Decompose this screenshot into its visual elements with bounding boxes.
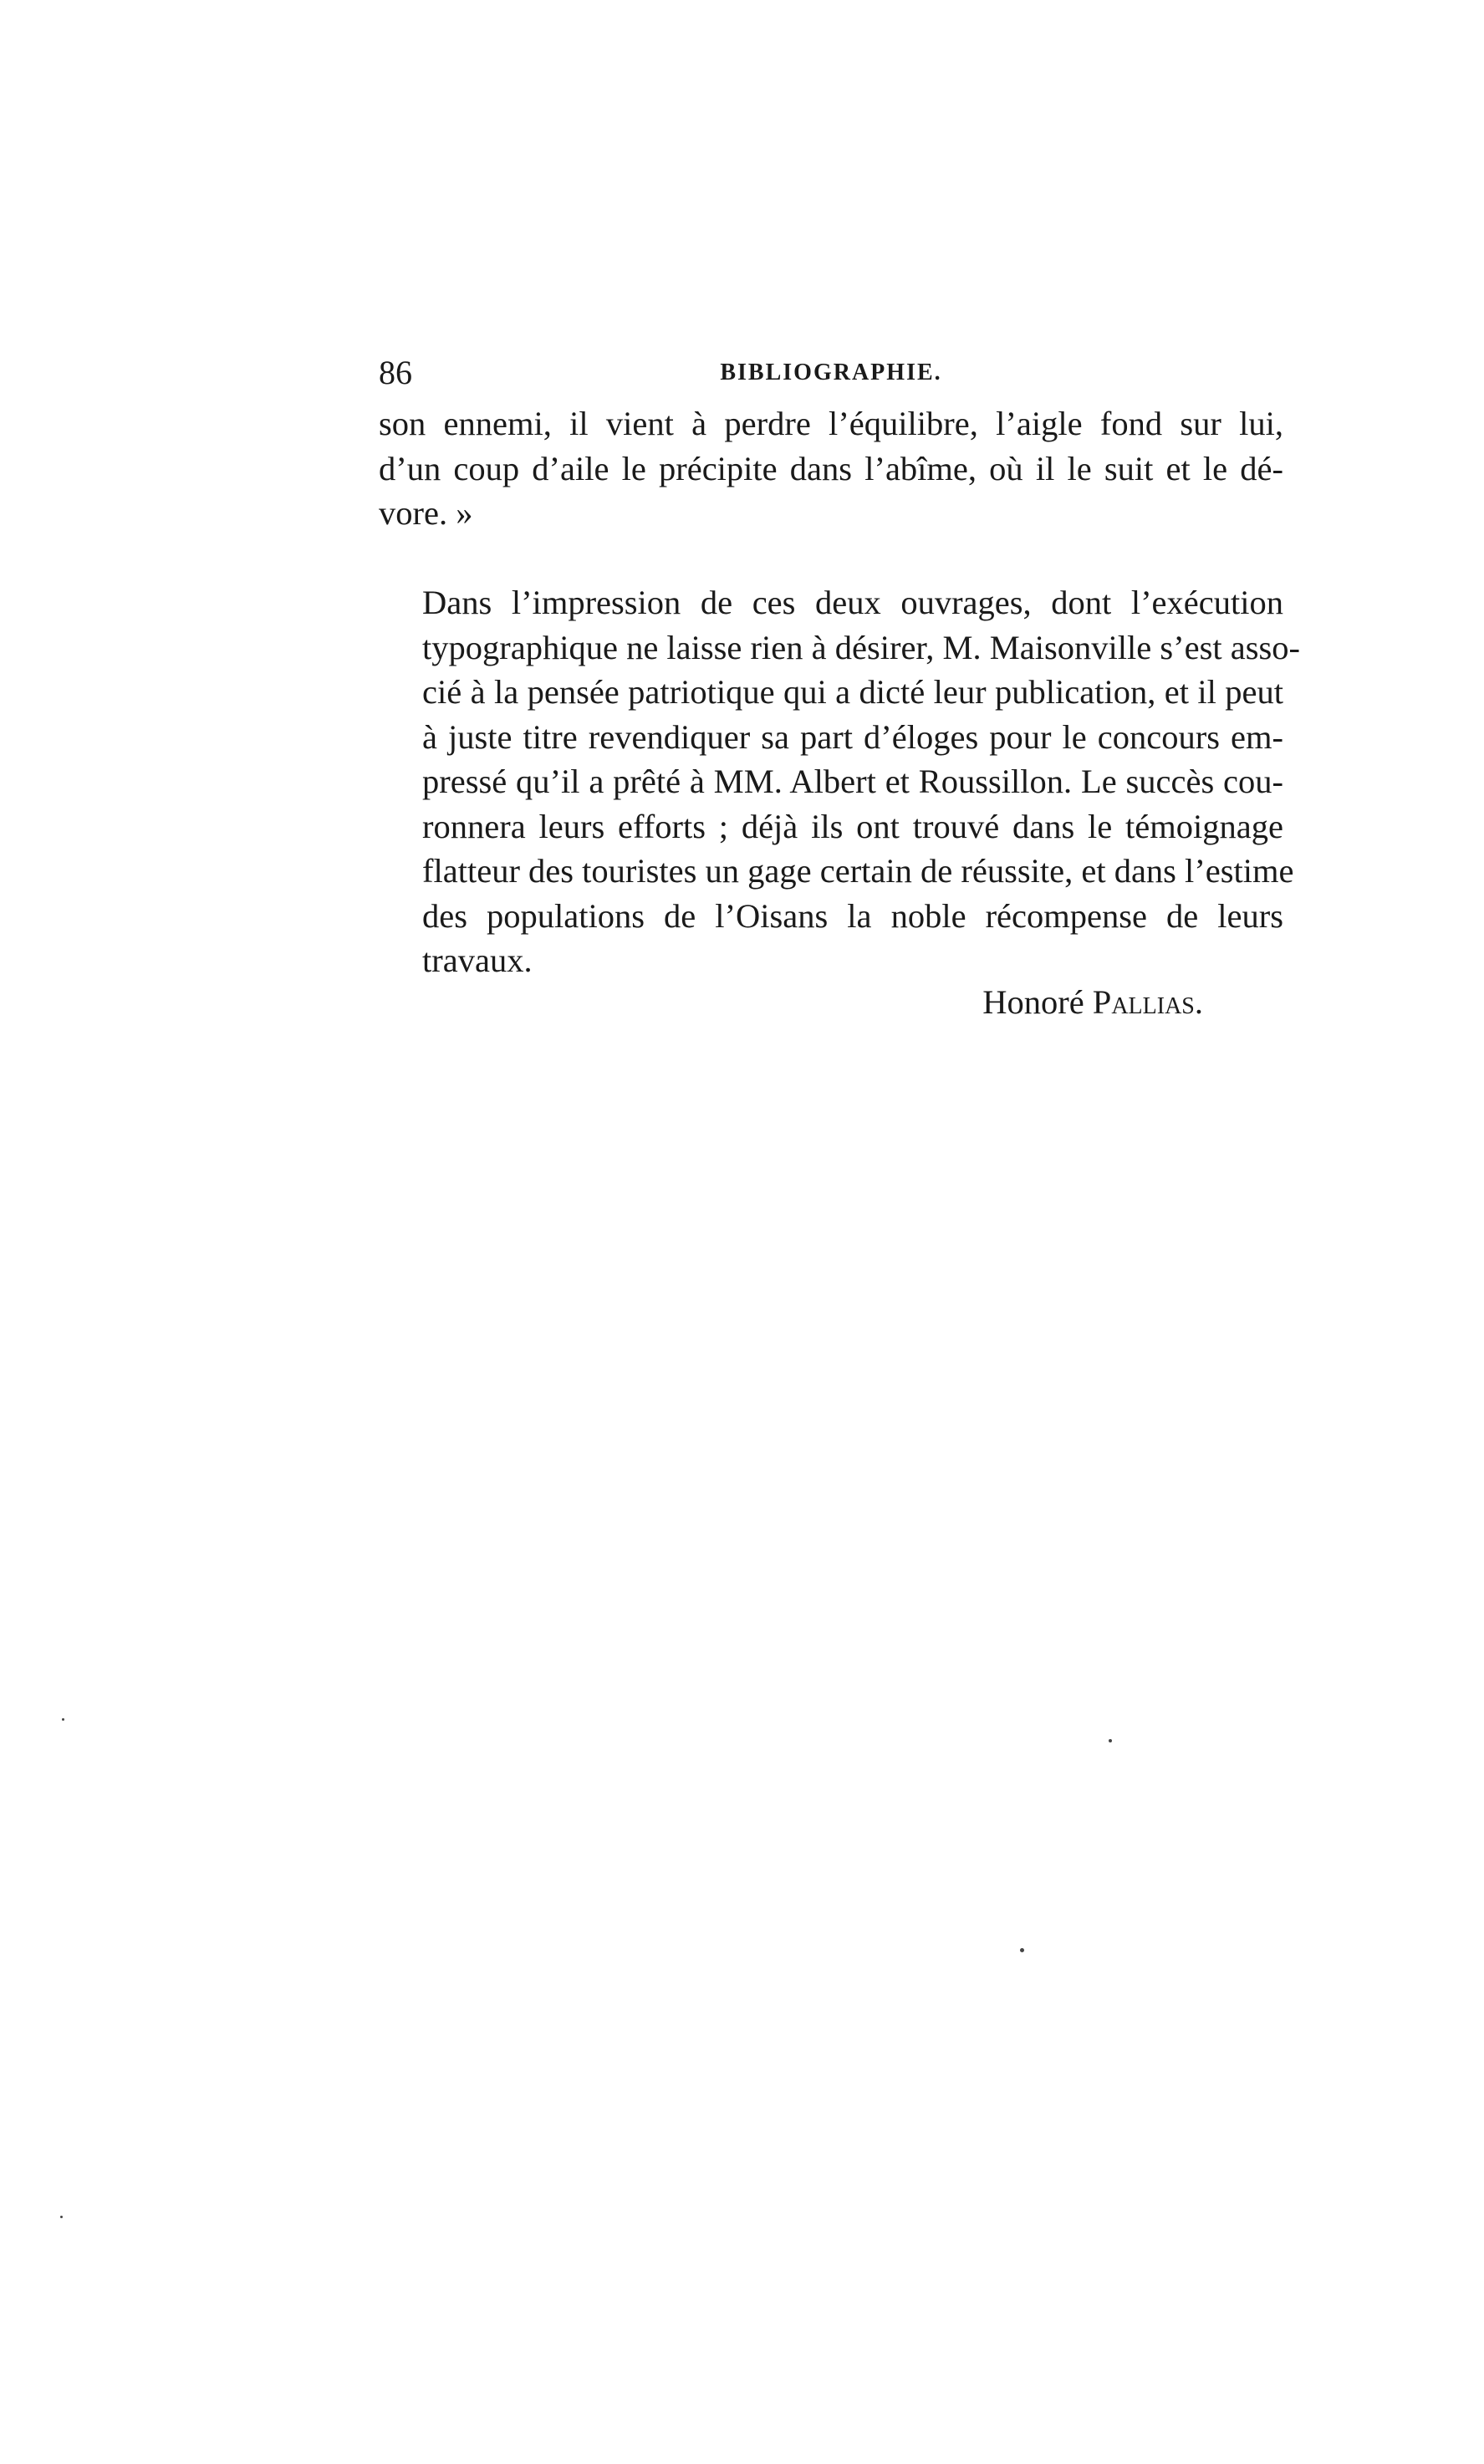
- scan-speck: [60, 2216, 63, 2218]
- author-signature: [379, 980, 1203, 1025]
- text-line: travaux.: [422, 941, 533, 979]
- paragraph-quote-ending: [379, 401, 1283, 536]
- scan-speck: [62, 1718, 64, 1721]
- paragraph-review: [379, 580, 1300, 983]
- text-line: Dans l’impression de ces deux ouvrages, dont l’exécution: [422, 584, 1283, 621]
- body-text: [379, 401, 1300, 983]
- scan-speck: [1109, 1739, 1112, 1742]
- text-line: cié à la pensée patriotique qui a dicté leur publication, et il peut: [422, 673, 1283, 711]
- running-head: BIBLIOGRAPHIE.: [720, 360, 942, 385]
- page-number: 86: [379, 354, 412, 391]
- page-header: [379, 349, 1283, 396]
- text-line: pressé qu’il a prêté à MM. Albert et Roussillon. Le succès cou-: [422, 763, 1283, 800]
- text-line: vore. »: [379, 494, 473, 532]
- signature-given-name: Honoré: [982, 983, 1084, 1021]
- text-line: son ennemi, il vient à perdre l’équilibre, l’aigle fond sur lui,: [379, 405, 1283, 442]
- text-line: d’un coup d’aile le précipite dans l’abîme, où il le suit et le dé-: [379, 449, 1283, 487]
- signature-surname: Pallias.: [1092, 983, 1203, 1021]
- text-line: typographique ne laisse rien à désirer, M. Maisonville s’est asso-: [422, 628, 1300, 666]
- text-line: à juste titre revendiquer sa part d’éloges pour le concours em-: [422, 717, 1283, 756]
- text-line: ronnera leurs efforts ; déjà ils ont trouvé dans le témoignage: [422, 807, 1283, 845]
- text-line: des populations de l’Oisans la noble récompense de leurs: [422, 896, 1283, 935]
- scan-speck: [1020, 1948, 1024, 1952]
- text-line: flatteur des touristes un gage certain de réussite, et dans l’estime: [422, 852, 1294, 890]
